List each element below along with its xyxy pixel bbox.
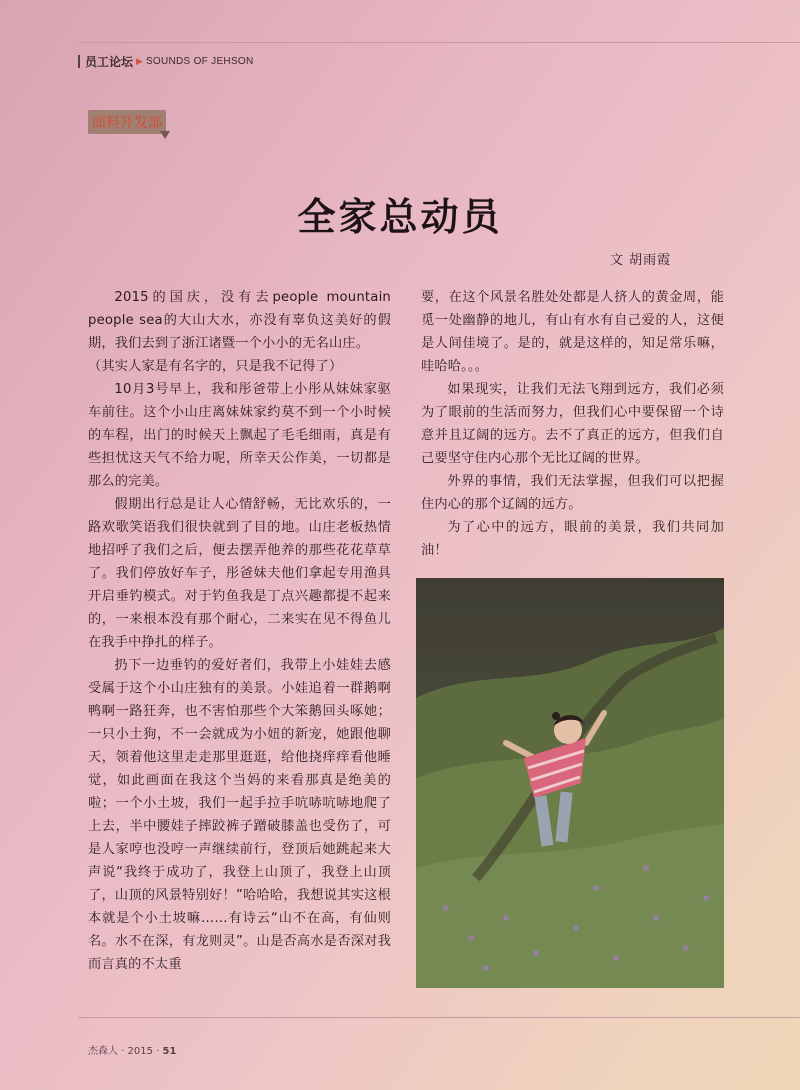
photo-illustration (416, 578, 724, 988)
right-column (421, 286, 724, 562)
left-column (88, 286, 391, 976)
section-title-cn: 员工论坛 (85, 55, 134, 69)
paragraph: 如果现实，让我们无法飞翔到远方，我们必须为了眼前的生活而努力，但我们心中要保留一个诗意并且辽阔的远方。去不了真正的远方，但我们自己要坚守住内心那个无比辽阔的世界。 (421, 382, 724, 466)
photo-child-on-hillside (416, 578, 724, 988)
article-title: 全家总动员 (297, 195, 503, 239)
tag-pointer-icon (160, 131, 170, 139)
section-header (78, 53, 254, 70)
paragraph: 假期出行总是让人心情舒畅，无比欢乐的，一路欢歌笑语我们很快就到了目的地。山庄老板热情地招呼了我们之后，便去摆弄他养的那些花花草草了。我们停放好车子，彤爸妹夫他们拿起专用渔具开启垂钓模式。对于钓鱼我是丁点兴趣都提不起来的，一来根本没有那个耐心，二来实在见不得鱼儿在我手中挣扎的样子。 (88, 497, 391, 650)
department-tag: 面料开发部 (88, 110, 166, 134)
issue-year: 2015 (127, 1046, 153, 1057)
footer-rule (78, 1017, 800, 1018)
header-bar (78, 55, 80, 68)
magazine-name: 杰森人 (88, 1046, 118, 1057)
author-byline: 文 胡雨霞 (610, 253, 672, 268)
paragraph: 为了心中的远方，眼前的美景，我们共同加油！ (421, 520, 724, 558)
paragraph: 10月3号早上，我和彤爸带上小彤从妹妹家驱车前往。这个小山庄离妹妹家约莫不到一个小时候的车程，出门的时候天上飘起了毛毛细雨，真是有些担忧这天气不给力呢，所幸天公作美，一切都是那么的完美。 (88, 382, 391, 489)
paragraph: 要，在这个风景名胜处处都是人挤人的黄金周，能觅一处幽静的地儿，有山有水有自己爱的人，这便是人间佳境了。是的，就是这样的，知足常乐嘛，哇哈哈。。。 (421, 290, 724, 374)
page-footer: 杰森人 · 2015 · 51 (88, 1046, 177, 1057)
paragraph: 2015的国庆，没有去people mountain people sea的大山大水，亦没有辜负这美好的假期，我们去到了浙江诸暨一个小小的无名山庄。 (88, 290, 391, 351)
page-number: 51 (162, 1046, 177, 1057)
paragraph: （其实人家是有名字的，只是我不记得了） (88, 359, 343, 374)
section-title-en: SOUNDS OF JEHSON (145, 56, 254, 67)
triangle-icon: ▶ (136, 56, 143, 67)
header-rule (78, 42, 800, 43)
paragraph: 扔下一边垂钓的爱好者们，我带上小娃娃去感受属于这个小山庄独有的美景。小娃追着一群鹅啊鸭啊一路狂奔，也不害怕那些个大笨鹅回头啄她；一只小土狗，不一会就成为小妞的新宠，她跟他聊天，领着他这里走走那里逛逛，给他挠痒痒看他睡觉，如此画面在我这个当妈的来看那真是绝美的啦；一个小土坡，我们一起手拉手吭哧吭哧地爬了上去，半中腰娃子摔跤裤子蹭破膝盖也受伤了，可是人家哼也没哼一声继续前行，登顶后她跳起来大声说“我终于成功了，我登上山顶了，我登上山顶了，山顶的风景特别好！”哈哈哈，我想说其实这根本就是个小土坡嘛……有诗云“山不在高，有仙则名。水不在深，有龙则灵”。山是否高水是否深对我而言真的不太重 (88, 658, 391, 972)
paragraph: 外界的事情，我们无法掌握，但我们可以把握住内心的那个辽阔的远方。 (421, 474, 724, 512)
